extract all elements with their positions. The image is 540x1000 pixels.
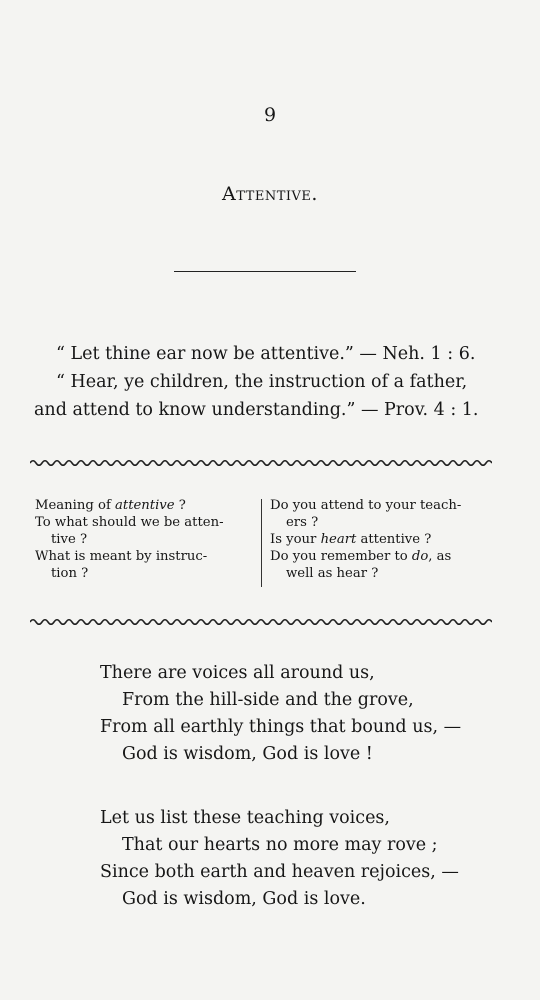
question-text: Do you attend to your teach- <box>270 498 462 513</box>
question-text: Meaning of <box>35 498 116 513</box>
column-divider <box>261 499 262 587</box>
question-text: ers ? <box>286 515 319 530</box>
question-text: tion ? <box>51 566 89 581</box>
questions-right-column <box>270 497 492 582</box>
question-text: ? <box>174 498 186 513</box>
wavy-line <box>30 461 492 466</box>
poem-line: God is wisdom, God is love ! <box>122 744 373 764</box>
question-text: tive ? <box>51 532 88 547</box>
question-line <box>270 565 492 582</box>
question-text: To what should we be atten- <box>35 515 224 530</box>
question-line <box>270 531 492 548</box>
question-line <box>35 514 255 531</box>
question-line <box>35 548 255 565</box>
question-line <box>270 548 492 565</box>
poem-line: From the hill-side and the grove, <box>122 690 414 710</box>
question-emphasis: heart <box>320 532 357 547</box>
poem-line: God is wisdom, God is love. <box>122 889 366 909</box>
question-text: Do you remember to <box>270 549 412 564</box>
question-line <box>35 531 255 548</box>
page-title: Attentive. <box>222 183 318 205</box>
wavy-divider-bottom <box>30 617 492 627</box>
question-line <box>270 497 492 514</box>
question-text: , as <box>428 549 452 564</box>
question-text: well as hear ? <box>286 566 379 581</box>
poem-line: From all earthly things that bound us, — <box>100 717 462 737</box>
question-emphasis: attentive <box>115 498 175 513</box>
question-line <box>35 565 255 582</box>
title-rule <box>174 271 356 272</box>
page-number: 9 <box>263 104 277 126</box>
question-line <box>270 514 492 531</box>
wavy-divider-top <box>30 458 492 468</box>
questions-left-column <box>35 497 255 582</box>
question-text: Is your <box>270 532 321 547</box>
scripture-quote-2-line-1: “ Hear, ye children, the instruction of a father, <box>56 372 468 392</box>
poem-line: Since both earth and heaven rejoices, — <box>100 862 459 882</box>
poem-line: There are voices all around us, <box>100 663 375 683</box>
scripture-quote-2 <box>34 368 494 424</box>
poem-line: That our hearts no more may rove ; <box>122 835 438 855</box>
question-line <box>35 497 255 514</box>
question-text: attentive ? <box>356 532 432 547</box>
question-text: What is meant by instruc- <box>35 549 208 564</box>
poem-line: Let us list these teaching voices, <box>100 808 390 828</box>
question-emphasis: do <box>411 549 429 564</box>
poem-stanza-2 <box>100 805 520 913</box>
scripture-quote-1: “ Let thine ear now be attentive.” — Neh. 1 : 6. <box>56 344 476 364</box>
wavy-line <box>30 620 492 625</box>
poem-stanza-1 <box>100 660 520 768</box>
scripture-quote-2-line-2: and attend to know understanding.” — Prov. 4 : 1. <box>34 400 479 420</box>
